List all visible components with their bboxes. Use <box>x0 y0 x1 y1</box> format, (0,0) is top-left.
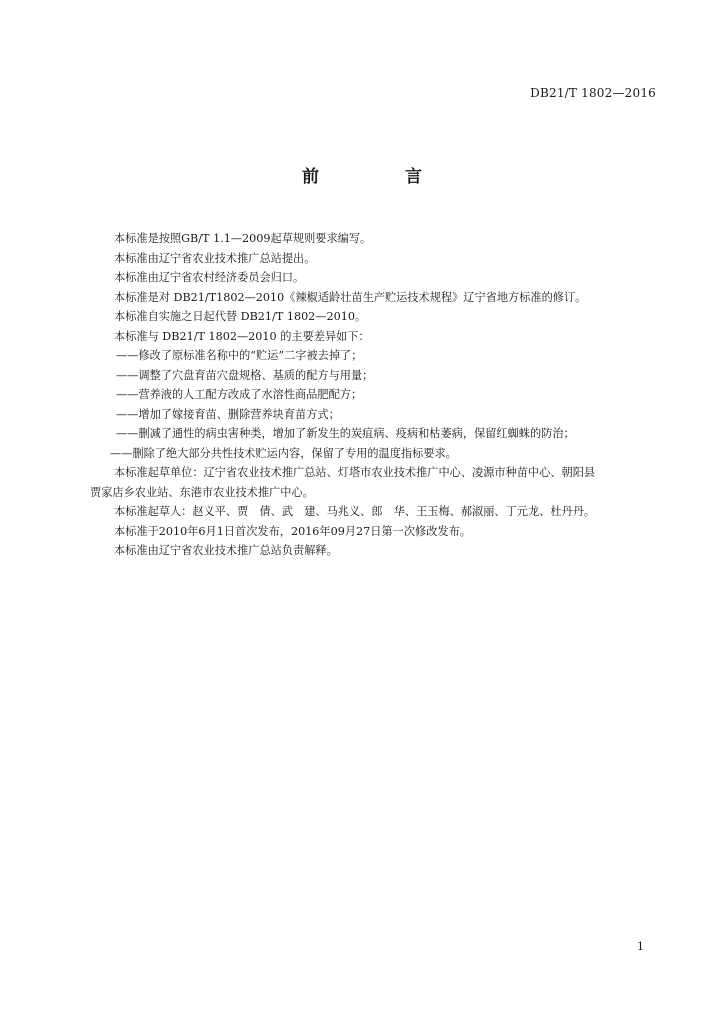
page-title: 前 言 <box>302 167 462 187</box>
list-item-difference: ——调整了穴盘育苗穴盘规格、基质的配方与用量； <box>116 368 374 382</box>
paragraph-drafting-units: 本标准起草单位：辽宁省农业技术推广总站、灯塔市农业技术推广中心、凌源市种苗中心、朝阳县 <box>114 466 596 479</box>
list-item-difference: ——营养液的人工配方改成了水溶性商品肥配方； <box>116 388 363 401</box>
list-item-difference: ——修改了原标准名称中的“贮运”二字被去掉了； <box>116 349 363 362</box>
paragraph-publication-dates: 本标准于2010年6月1日首次发布，2016年09月27日第一次修改发布。 <box>114 524 471 538</box>
list-item-difference: ——删除了绝大部分共性技术贮运内容，保留了专用的温度指标要求。 <box>110 446 457 460</box>
paragraph-proposer: 本标准由辽宁省农业技术推广总站提出。 <box>114 251 316 265</box>
list-item-difference: ——增加了嫁接育苗、删除营养块育苗方式； <box>116 407 340 421</box>
standard-code-header: DB21/T 1802—2016 <box>530 86 656 100</box>
list-item-difference: ——删减了通性的病虫害种类，增加了新发生的炭疽病、疫病和枯萎病，保留红蜘蛛的防治； <box>116 427 575 440</box>
paragraph-drafting-rules: 本标准是按照GB/T 1.1—2009起草规则要求编写。 <box>114 232 372 245</box>
paragraph-revision-note: 本标准是对 DB21/T1802—2010《辣椒适龄壮苗生产贮运技术规程》辽宁省地方标准的修订。 <box>114 290 587 304</box>
paragraph-differences-intro: 本标准与 DB21/T 1802—2010 的主要差异如下： <box>114 329 370 343</box>
page-number: 1 <box>637 940 644 953</box>
paragraph-centralized-unit: 本标准由辽宁省农村经济委员会归口。 <box>114 271 305 284</box>
paragraph-interpretation: 本标准由辽宁省农业技术推广总站负责解释。 <box>114 544 338 557</box>
paragraph-drafters: 本标准起草人：赵义平、贾 倩、武 建、马兆义、郎 华、王玉梅、郝淑丽、丁元龙、杜丹丹。 <box>114 505 596 518</box>
paragraph-drafting-units-continued: 贾家店乡农业站、东港市农业技术推广中心。 <box>90 485 314 499</box>
foreword-body <box>90 229 670 561</box>
paragraph-replacement: 本标准自实施之日起代替 DB21/T 1802—2010。 <box>114 310 367 323</box>
